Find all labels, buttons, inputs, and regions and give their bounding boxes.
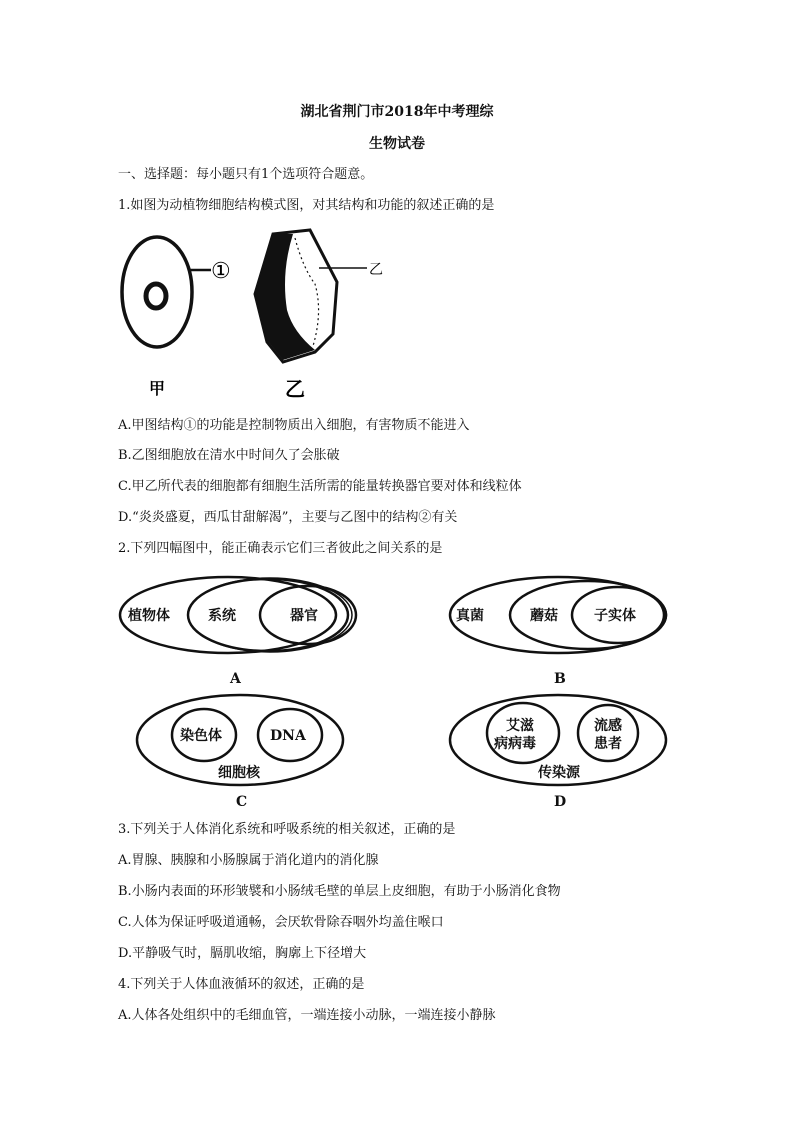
q3-option-c: C.人体为保证呼吸道通畅，会厌软骨除吞咽外均盖住喉口	[118, 915, 444, 930]
venn-d-left-1: 艾滋	[506, 718, 534, 734]
venn-b-outer: 真菌	[456, 608, 484, 624]
q2-venn-figure	[118, 570, 678, 815]
venn-b-middle: 蘑菇	[530, 608, 558, 624]
page-subtitle: 生物试卷	[369, 136, 425, 152]
label-yi: 乙	[285, 377, 305, 401]
q3-option-d: D.平静吸气时，膈肌收缩，胸廓上下径增大	[118, 946, 367, 961]
q1-option-d: D.“炎炎盛夏，西瓜甘甜解渴”，主要与乙图中的结构②有关	[118, 510, 458, 525]
section-heading: 一、选择题：每小题只有1个选项符合题意。	[118, 167, 374, 182]
page-title: 湖北省荆门市2018年中考理综	[300, 104, 494, 120]
q1-stem: 1.如图为动植物细胞结构模式图，对其结构和功能的叙述正确的是	[118, 198, 495, 213]
venn-b-inner: 子实体	[594, 608, 636, 624]
venn-d-bottom: 传染源	[538, 765, 580, 781]
q1-option-b: B.乙图细胞放在清水中时间久了会胀破	[118, 448, 340, 463]
venn-d-right-1: 流感	[594, 718, 622, 734]
q1-cell-figure	[115, 222, 415, 402]
venn-c-bottom: 细胞核	[218, 765, 260, 781]
venn-a-middle: 系统	[208, 608, 236, 624]
venn-d	[450, 695, 666, 810]
marker-1: ①	[211, 259, 231, 284]
venn-b-letter: B	[554, 671, 566, 687]
venn-a	[120, 577, 356, 687]
venn-b	[450, 577, 666, 687]
venn-a-outer: 植物体	[128, 608, 170, 624]
venn-a-letter: A	[230, 671, 241, 687]
q2-stem: 2.下列四幅图中，能正确表示它们三者彼此之间关系的是	[118, 541, 443, 556]
venn-d-letter: D	[554, 794, 567, 810]
plant-cell-yi	[255, 230, 367, 362]
q1-option-a: A.甲图结构①的功能是控制物质出入细胞，有害物质不能进入	[118, 418, 470, 433]
venn-c	[137, 695, 343, 810]
venn-c-letter: C	[236, 794, 248, 810]
venn-d-right-2: 患者	[594, 736, 622, 752]
q4-stem: 4.下列关于人体血液循环的叙述，正确的是	[118, 977, 365, 992]
venn-d-left-2: 病病毒	[494, 736, 536, 752]
q3-option-a: A.胃腺、胰腺和小肠腺属于消化道内的消化腺	[118, 853, 379, 868]
venn-a-inner: 器官	[290, 608, 318, 624]
label-jia: 甲	[149, 379, 166, 398]
venn-c-left: 染色体	[180, 728, 222, 744]
q3-stem: 3.下列关于人体消化系统和呼吸系统的相关叙述，正确的是	[118, 822, 456, 837]
animal-cell-jia	[122, 237, 211, 347]
marker-2: 乙	[369, 262, 383, 278]
q4-option-a: A.人体各处组织中的毛细血管，一端连接小动脉，一端连接小静脉	[118, 1008, 496, 1023]
q1-option-c: C.甲乙所代表的细胞都有细胞生活所需的能量转换器官要对体和线粒体	[118, 479, 522, 494]
q3-option-b: B.小肠内表面的环形皱襞和小肠绒毛壁的单层上皮细胞，有助于小肠消化食物	[118, 884, 561, 899]
venn-c-right: DNA	[270, 728, 306, 744]
